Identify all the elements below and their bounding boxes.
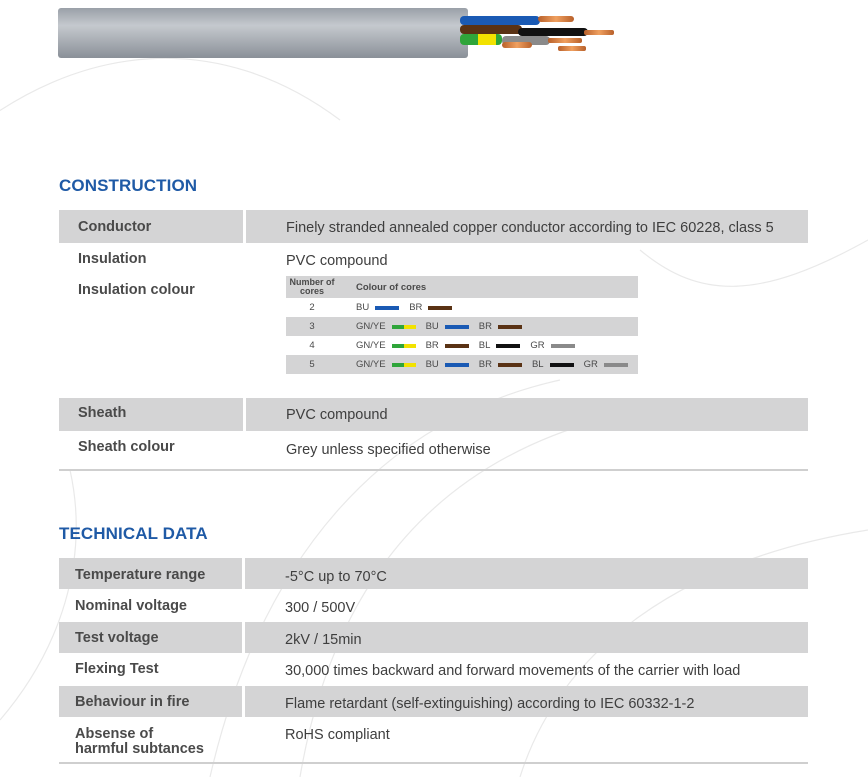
core-colour-code: BR [478, 359, 492, 370]
core-colour [426, 340, 469, 351]
table-row [59, 243, 808, 273]
cores-count: 4 [309, 340, 315, 351]
core-colour [532, 359, 574, 370]
core-colours [338, 359, 638, 370]
row-value: 2kV / 15min [242, 622, 362, 653]
colour-of-cores-container [243, 273, 638, 374]
table-row [59, 589, 808, 622]
core-colour-swatch [498, 325, 522, 329]
row-label: Behaviour in fire [75, 694, 190, 710]
row-label: Sheath [78, 405, 127, 421]
core-colour-swatch [604, 363, 628, 367]
core-colour-swatch [551, 344, 575, 348]
core-colour [426, 321, 469, 332]
core-colour [356, 340, 416, 351]
table-row [59, 398, 808, 431]
row-value: PVC compound [286, 253, 388, 269]
core-colour-swatch [392, 325, 416, 329]
core-colour-swatch [392, 363, 416, 367]
cores-row [286, 298, 638, 317]
core-colour-swatch [428, 306, 452, 310]
table-row [59, 622, 808, 653]
core-colour [356, 321, 416, 332]
core-colours [338, 321, 532, 332]
row-label: Sheath colour [78, 439, 175, 455]
construction-heading: CONSTRUCTION [59, 176, 198, 195]
core-colour-code: GN/YE [356, 321, 386, 332]
row-value: Flame retardant (self-extinguishing) according to IEC 60332-1-2 [242, 686, 694, 717]
cores-count: 2 [309, 302, 315, 313]
cores-rows [286, 298, 638, 374]
table-row [59, 273, 808, 397]
core-colours [338, 340, 585, 351]
core-colour-swatch [550, 363, 574, 367]
core-colour [356, 359, 416, 370]
core-colour-swatch [445, 363, 469, 367]
core-colours [338, 302, 462, 313]
colour-of-cores-table [286, 276, 638, 374]
core-colour-code: BU [356, 302, 370, 313]
table-row [59, 431, 808, 469]
core-colour-code: GR [583, 359, 598, 370]
core-colour-swatch [498, 363, 522, 367]
core-colour-swatch [445, 325, 469, 329]
row-label: Nominal voltage [75, 598, 187, 614]
technical-data-table [59, 558, 808, 764]
core-colour [584, 359, 628, 370]
cores-row [286, 317, 638, 336]
row-label: Conductor [78, 219, 152, 235]
cores-count: 3 [309, 321, 315, 332]
table-row [59, 210, 808, 243]
colour-of-cores-header: Colour of cores [356, 281, 427, 293]
core-colour-code: BR [425, 340, 439, 351]
core-colour [479, 340, 521, 351]
core-colour [409, 302, 452, 313]
table-row [59, 686, 808, 717]
cores-row [286, 355, 638, 374]
core-colour-code: GN/YE [356, 359, 386, 370]
row-label-line: Absense of [75, 726, 154, 742]
core-colour-code: BU [425, 321, 439, 332]
core-colour-swatch [392, 344, 416, 348]
row-value: PVC compound [243, 398, 388, 431]
core-colour-swatch [496, 344, 520, 348]
core-colour [530, 340, 574, 351]
number-of-cores-header: Number of cores [289, 277, 335, 296]
row-value: Grey unless specified otherwise [286, 442, 491, 458]
row-value: 30,000 times backward and forward movements of the carrier with load [285, 663, 741, 679]
core-colour [356, 302, 399, 313]
technical-data-heading: TECHNICAL DATA [59, 524, 208, 543]
row-label: Insulation colour [78, 282, 195, 298]
cores-table-header [286, 276, 638, 298]
row-label: Insulation [78, 251, 147, 267]
core-colour-code: BR [478, 321, 492, 332]
table-row [59, 717, 808, 762]
table-row [59, 558, 808, 589]
multicore-cable-image [58, 6, 628, 60]
core-colour-swatch [445, 344, 469, 348]
row-label: Temperature range [75, 567, 206, 583]
core-colour-swatch [375, 306, 399, 310]
core-colour-code: BU [425, 359, 439, 370]
core-colour [479, 321, 522, 332]
core-colour-code: BL [478, 340, 491, 351]
row-label [59, 717, 242, 757]
core-colour-code: BR [409, 302, 423, 313]
core-colour [479, 359, 522, 370]
cores-row [286, 336, 638, 355]
row-value: -5°C up to 70°C [242, 558, 387, 589]
table-bottom-rule [59, 762, 808, 764]
table-row [59, 653, 808, 686]
row-label-line: harmful subtances [75, 741, 204, 757]
construction-table [59, 210, 808, 471]
core-colour [426, 359, 469, 370]
row-label: Test voltage [75, 630, 159, 646]
core-colour-code: GN/YE [356, 340, 386, 351]
row-value: 300 / 500V [285, 600, 356, 616]
row-value: Finely stranded annealed copper conductor according to IEC 60228, class 5 [243, 210, 774, 243]
cores-count: 5 [309, 359, 315, 370]
core-colour-code: BL [531, 359, 544, 370]
table-bottom-rule [59, 469, 808, 471]
row-label: Flexing Test [75, 661, 159, 677]
core-colour-code: GR [530, 340, 545, 351]
row-value: RoHS compliant [285, 727, 390, 743]
